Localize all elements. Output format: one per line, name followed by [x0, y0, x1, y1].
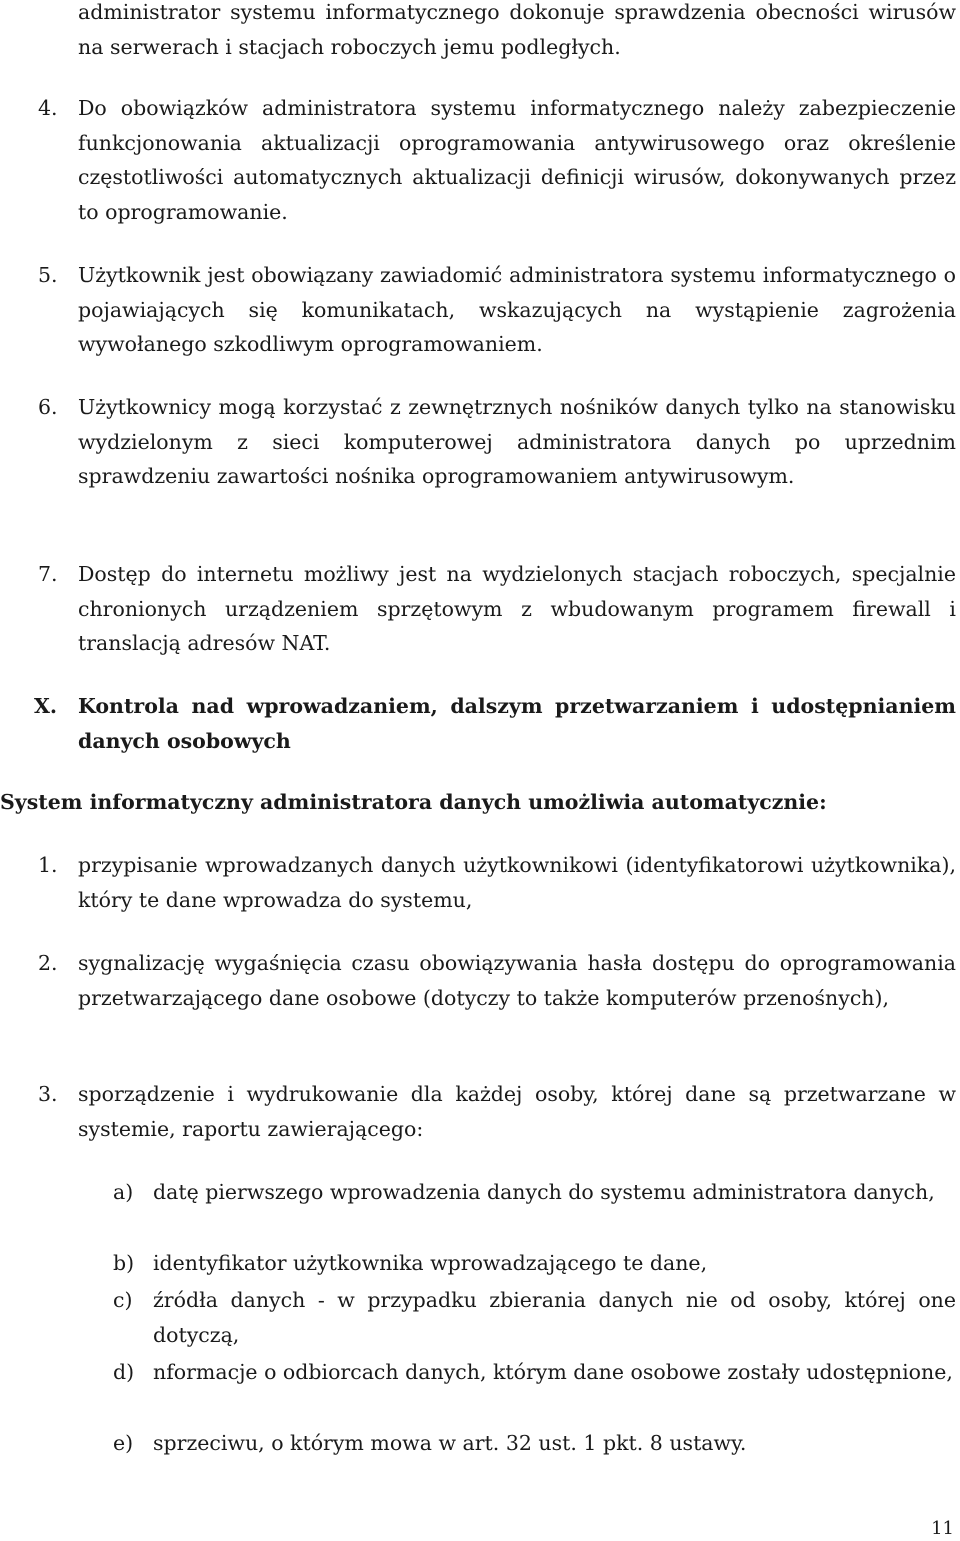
list-item: [38, 390, 956, 494]
report-item-letter: d): [113, 1360, 135, 1384]
item-text: Użytkownicy mogą korzystać z zewnętrznych nośników danych tylko na stanowisku wydzielonym z sieci komputerowej administratora danych po uprzednim sprawdzeniu zawartości nośnika oprogramowaniem antywirusowym.: [78, 395, 956, 488]
item-number: 4.: [38, 96, 58, 120]
report-item-text: identyfikator użytkownika wprowadzającego te dane,: [153, 1251, 708, 1275]
list-item: [38, 258, 956, 362]
report-item-letter: a): [113, 1180, 134, 1204]
section-number: X.: [34, 694, 58, 718]
report-item-text: sprzeciwu, o którym mowa w art. 32 ust. 1 pkt. 8 ustawy.: [153, 1431, 747, 1455]
report-item: [113, 1426, 956, 1461]
section-heading: [34, 689, 956, 758]
report-item-text: nformacje o odbiorcach danych, którym dane osobowe zostały udostępnione,: [153, 1360, 953, 1384]
section-title: Kontrola nad wprowadzaniem, dalszym przetwarzaniem i udostępnianiem danych osobowych: [78, 694, 956, 753]
function-text: sporządzenie i wydrukowanie dla każdej osoby, której dane są przetwarzane w systemie, raportu zawierającego:: [78, 1082, 956, 1141]
function-item: [38, 946, 956, 1015]
page-number: 11: [931, 1518, 954, 1539]
report-item: [113, 1283, 956, 1352]
report-item-letter: e): [113, 1431, 134, 1455]
report-item-text: datę pierwszego wprowadzenia danych do systemu administratora danych,: [153, 1180, 935, 1204]
function-item: [38, 848, 956, 917]
intro-line: [0, 785, 960, 820]
report-item-text: źródła danych - w przypadku zbierania danych nie od osoby, której one dotyczą,: [153, 1288, 956, 1347]
report-item: [113, 1246, 956, 1281]
intro-text: System informatyczny administratora danych umożliwia automatycznie:: [0, 790, 827, 814]
item-text: Do obowiązków administratora systemu informatycznego należy zabezpieczenie funkcjonowania aktualizacji oprogramowania antywirusowego oraz określenie częstotliwości automatycznych aktualizacji definicji wirusów, dokonywanych przez to oprogramowanie.: [78, 96, 956, 224]
report-item: [113, 1355, 956, 1390]
function-number: 2.: [38, 951, 58, 975]
item-number: 5.: [38, 263, 58, 287]
continuation-text: administrator systemu informatycznego dokonuje sprawdzenia obecności wirusów na serwerach i stacjach roboczych jemu podległych.: [78, 0, 956, 59]
report-item: [113, 1175, 956, 1210]
function-text: sygnalizację wygaśnięcia czasu obowiązywania hasła dostępu do oprogramowania przetwarzającego dane osobowe (dotyczy to także komputerów przenośnych),: [78, 951, 956, 1010]
list-item: [38, 91, 956, 229]
report-item-letter: b): [113, 1251, 135, 1275]
item-number: 6.: [38, 395, 58, 419]
function-item: [38, 1077, 956, 1146]
list-item: [38, 557, 956, 661]
item-text: Użytkownik jest obowiązany zawiadomić administratora systemu informatycznego o pojawiających się komunikatach, wskazujących na wystąpienie zagrożenia wywołanego szkodliwym oprogramowaniem.: [78, 263, 956, 356]
continuation-paragraph: [78, 0, 956, 64]
function-number: 3.: [38, 1082, 58, 1106]
item-number: 7.: [38, 562, 58, 586]
report-item-letter: c): [113, 1288, 133, 1312]
item-text: Dostęp do internetu możliwy jest na wydzielonych stacjach roboczych, specjalnie chronionych urządzeniem sprzętowym z wbudowanym programem firewall i translacją adresów NAT.: [78, 562, 956, 655]
function-number: 1.: [38, 853, 58, 877]
function-text: przypisanie wprowadzanych danych użytkownikowi (identyfikatorowi użytkownika), który te dane wprowadza do systemu,: [78, 853, 956, 912]
